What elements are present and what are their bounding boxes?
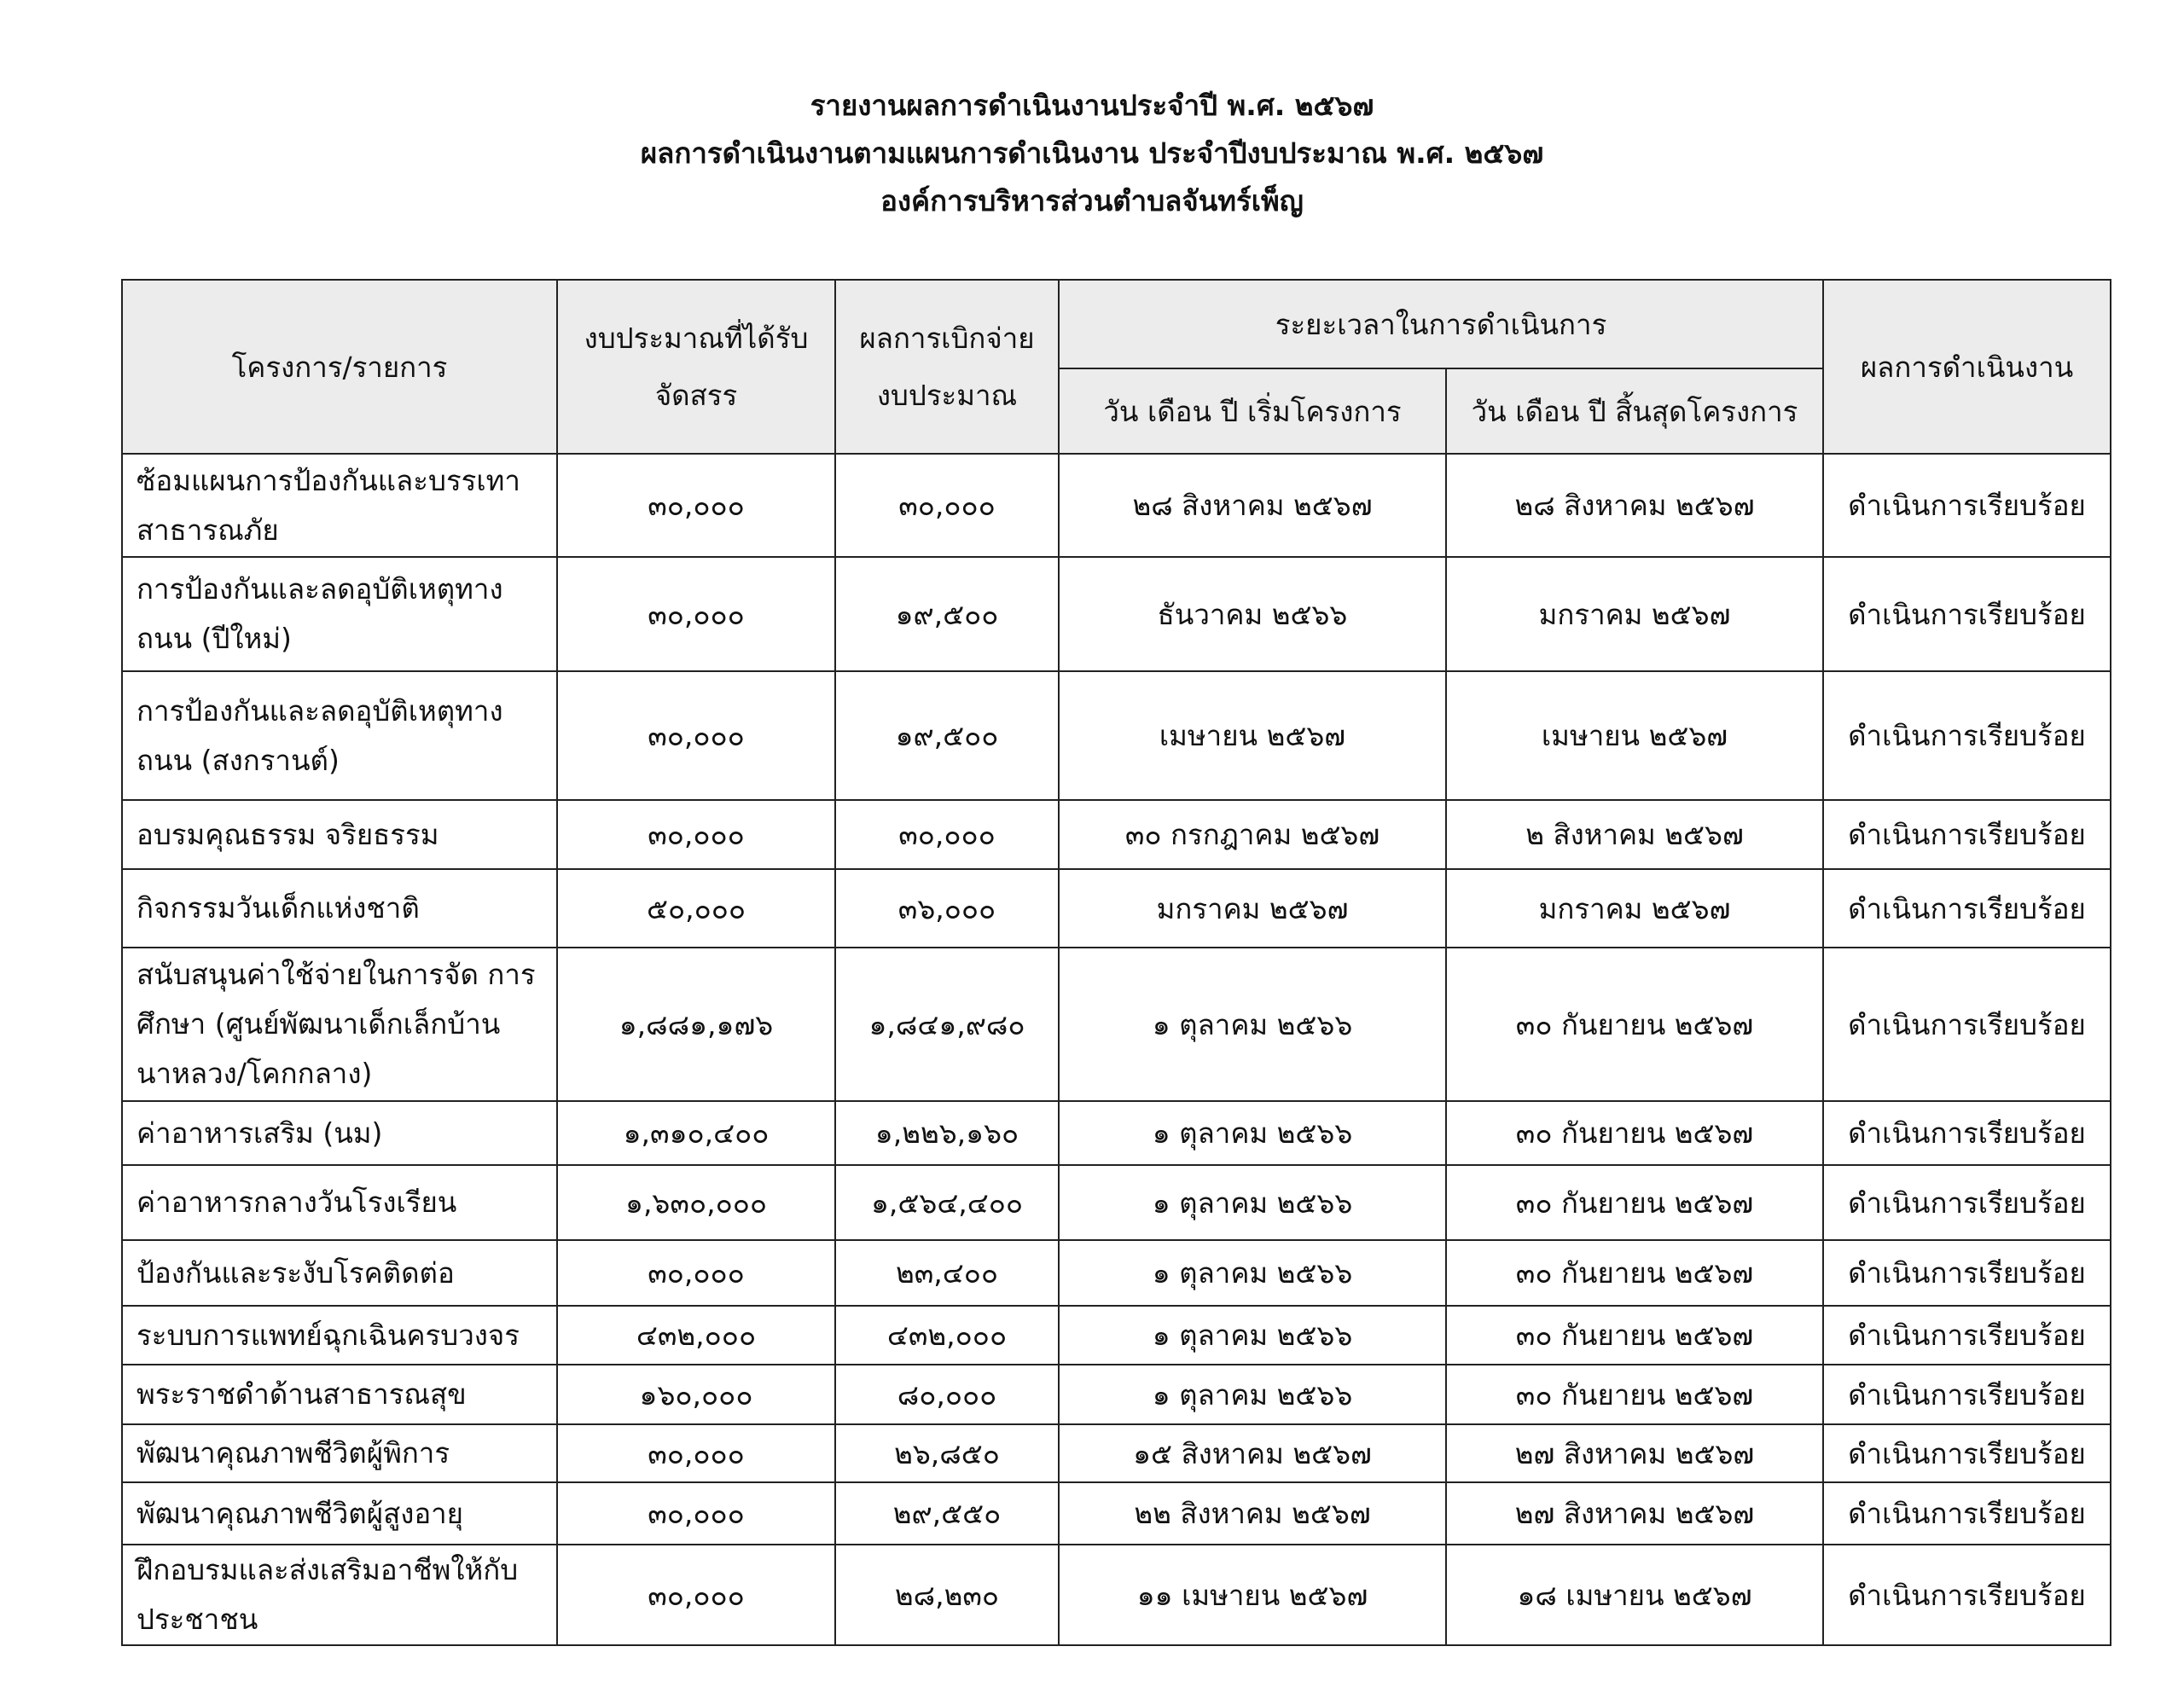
end-date-cell: เมษายน ๒๕๖๗: [1446, 671, 1823, 800]
start-date-cell: ธันวาคม ๒๕๖๖: [1059, 557, 1446, 671]
budget-cell: ๓๐,๐๐๐: [557, 1545, 835, 1645]
disbursed-cell: ๓๐,๐๐๐: [835, 454, 1059, 557]
result-cell: ดำเนินการเรียบร้อย: [1823, 1482, 2111, 1545]
table-row: [122, 1101, 2111, 1165]
end-date-cell: ๓๐ กันยายน ๒๕๖๗: [1446, 1240, 1823, 1306]
header-start: วัน เดือน ปี เริ่มโครงการ: [1059, 368, 1446, 454]
budget-cell: ๓๐,๐๐๐: [557, 800, 835, 869]
project-cell: พัฒนาคุณภาพชีวิตผู้สูงอายุ: [122, 1482, 557, 1545]
header-period: ระยะเวลาในการดำเนินการ: [1059, 280, 1823, 368]
disbursed-cell: ๑,๘๔๑,๙๘๐: [835, 948, 1059, 1101]
budget-cell: ๓๐,๐๐๐: [557, 671, 835, 800]
table-row: [122, 1482, 2111, 1545]
start-date-cell: ๑๑ เมษายน ๒๕๖๗: [1059, 1545, 1446, 1645]
project-cell: พัฒนาคุณภาพชีวิตผู้พิการ: [122, 1424, 557, 1482]
disbursed-cell: ๘๐,๐๐๐: [835, 1365, 1059, 1424]
disbursed-cell: ๑,๕๖๔,๔๐๐: [835, 1165, 1059, 1240]
table-row: [122, 1240, 2111, 1306]
end-date-cell: ๓๐ กันยายน ๒๕๖๗: [1446, 1306, 1823, 1365]
start-date-cell: ๑ ตุลาคม ๒๕๖๖: [1059, 1240, 1446, 1306]
table-row: [122, 1424, 2111, 1482]
result-cell: ดำเนินการเรียบร้อย: [1823, 454, 2111, 557]
header-end: วัน เดือน ปี สิ้นสุดโครงการ: [1446, 368, 1823, 454]
budget-cell: ๓๐,๐๐๐: [557, 454, 835, 557]
budget-cell: ๑,๖๓๐,๐๐๐: [557, 1165, 835, 1240]
project-cell: ซ้อมแผนการป้องกันและบรรเทา สาธารณภัย: [122, 454, 557, 557]
start-date-cell: ๑ ตุลาคม ๒๕๖๖: [1059, 948, 1446, 1101]
end-date-cell: ๒๘ สิงหาคม ๒๕๖๗: [1446, 454, 1823, 557]
result-cell: ดำเนินการเรียบร้อย: [1823, 1545, 2111, 1645]
report-title: รายงานผลการดำเนินงานประจำปี พ.ศ. ๒๕๖๗: [810, 89, 1374, 122]
table-row: [122, 1165, 2111, 1240]
disbursed-cell: ๓๖,๐๐๐: [835, 869, 1059, 948]
start-date-cell: ๑ ตุลาคม ๒๕๖๖: [1059, 1365, 1446, 1424]
end-date-cell: มกราคม ๒๕๖๗: [1446, 557, 1823, 671]
result-cell: ดำเนินการเรียบร้อย: [1823, 671, 2111, 800]
start-date-cell: ๓๐ กรกฎาคม ๒๕๖๗: [1059, 800, 1446, 869]
disbursed-cell: ๑๙,๕๐๐: [835, 557, 1059, 671]
start-date-cell: ๑ ตุลาคม ๒๕๖๖: [1059, 1306, 1446, 1365]
start-date-cell: ๑๕ สิงหาคม ๒๕๖๗: [1059, 1424, 1446, 1482]
header-disbursed-line2: งบประมาณ: [876, 379, 1018, 412]
result-cell: ดำเนินการเรียบร้อย: [1823, 1424, 2111, 1482]
end-date-cell: ๒ สิงหาคม ๒๕๖๗: [1446, 800, 1823, 869]
project-cell: อบรมคุณธรรม จริยธรรม: [122, 800, 557, 869]
project-cell: สนับสนุนค่าใช้จ่ายในการจัด การศึกษา (ศูนย์พัฒนาเด็กเล็กบ้าน นาหลวง/โคกกลาง): [122, 948, 557, 1101]
budget-cell: ๓๐,๐๐๐: [557, 1240, 835, 1306]
budget-cell: ๓๐,๐๐๐: [557, 1482, 835, 1545]
result-cell: ดำเนินการเรียบร้อย: [1823, 557, 2111, 671]
end-date-cell: ๓๐ กันยายน ๒๕๖๗: [1446, 948, 1823, 1101]
budget-cell: ๔๓๒,๐๐๐: [557, 1306, 835, 1365]
budget-cell: ๑๖๐,๐๐๐: [557, 1365, 835, 1424]
table-row: [122, 800, 2111, 869]
end-date-cell: ๒๗ สิงหาคม ๒๕๖๗: [1446, 1482, 1823, 1545]
disbursed-cell: ๔๓๒,๐๐๐: [835, 1306, 1059, 1365]
project-cell: การป้องกันและลดอุบัติเหตุทาง ถนน (ปีใหม่): [122, 557, 557, 671]
start-date-cell: มกราคม ๒๕๖๗: [1059, 869, 1446, 948]
budget-cell: ๕๐,๐๐๐: [557, 869, 835, 948]
header-budget: [557, 280, 835, 454]
result-cell: ดำเนินการเรียบร้อย: [1823, 1365, 2111, 1424]
header-disbursed-line1: ผลการเบิกจ่าย: [859, 322, 1035, 355]
disbursed-cell: ๑,๒๒๖,๑๖๐: [835, 1101, 1059, 1165]
budget-cell: ๑,๓๑๐,๔๐๐: [557, 1101, 835, 1165]
header-budget-line2: จัดสรร: [654, 379, 738, 412]
disbursed-cell: ๒๖,๘๕๐: [835, 1424, 1059, 1482]
project-cell: การป้องกันและลดอุบัติเหตุทาง ถนน (สงกรานต์): [122, 671, 557, 800]
table-row: [122, 1545, 2111, 1645]
project-cell: กิจกรรมวันเด็กแห่งชาติ: [122, 869, 557, 948]
project-cell: ฝึกอบรมและส่งเสริมอาชีพให้กับ ประชาชน: [122, 1545, 557, 1645]
table-row: [122, 454, 2111, 557]
end-date-cell: ๓๐ กันยายน ๒๕๖๗: [1446, 1365, 1823, 1424]
result-cell: ดำเนินการเรียบร้อย: [1823, 1165, 2111, 1240]
result-cell: ดำเนินการเรียบร้อย: [1823, 1240, 2111, 1306]
header-disbursed: [835, 280, 1059, 454]
table-row: [122, 1365, 2111, 1424]
project-cell: ค่าอาหารกลางวันโรงเรียน: [122, 1165, 557, 1240]
table-row: [122, 557, 2111, 671]
report-table: [121, 279, 2111, 1646]
result-cell: ดำเนินการเรียบร้อย: [1823, 800, 2111, 869]
report-titles: [0, 82, 2184, 225]
table-row: [122, 671, 2111, 800]
header-result: ผลการดำเนินงาน: [1823, 280, 2111, 454]
end-date-cell: ๒๗ สิงหาคม ๒๕๖๗: [1446, 1424, 1823, 1482]
organization-name: องค์การบริหารส่วนตำบลจันทร์เพ็ญ: [880, 184, 1304, 217]
start-date-cell: ๒๘ สิงหาคม ๒๕๖๗: [1059, 454, 1446, 557]
project-cell: ระบบการแพทย์ฉุกเฉินครบวงจร: [122, 1306, 557, 1365]
disbursed-cell: ๒๙,๕๕๐: [835, 1482, 1059, 1545]
disbursed-cell: ๑๙,๕๐๐: [835, 671, 1059, 800]
table-row: [122, 869, 2111, 948]
budget-cell: ๓๐,๐๐๐: [557, 557, 835, 671]
table-row: [122, 1306, 2111, 1365]
start-date-cell: ๒๒ สิงหาคม ๒๕๖๗: [1059, 1482, 1446, 1545]
end-date-cell: มกราคม ๒๕๖๗: [1446, 869, 1823, 948]
result-cell: ดำเนินการเรียบร้อย: [1823, 869, 2111, 948]
budget-cell: ๓๐,๐๐๐: [557, 1424, 835, 1482]
result-cell: ดำเนินการเรียบร้อย: [1823, 1101, 2111, 1165]
result-cell: ดำเนินการเรียบร้อย: [1823, 1306, 2111, 1365]
end-date-cell: ๓๐ กันยายน ๒๕๖๗: [1446, 1101, 1823, 1165]
end-date-cell: ๓๐ กันยายน ๒๕๖๗: [1446, 1165, 1823, 1240]
report-subtitle: ผลการดำเนินงานตามแผนการดำเนินงาน ประจำปีงบประมาณ พ.ศ. ๒๕๖๗: [640, 136, 1544, 170]
table-row: [122, 948, 2111, 1101]
disbursed-cell: ๒๓,๔๐๐: [835, 1240, 1059, 1306]
start-date-cell: ๑ ตุลาคม ๒๕๖๖: [1059, 1101, 1446, 1165]
project-cell: ค่าอาหารเสริม (นม): [122, 1101, 557, 1165]
result-cell: ดำเนินการเรียบร้อย: [1823, 948, 2111, 1101]
start-date-cell: เมษายน ๒๕๖๗: [1059, 671, 1446, 800]
disbursed-cell: ๓๐,๐๐๐: [835, 800, 1059, 869]
project-cell: พระราชดำด้านสาธารณสุข: [122, 1365, 557, 1424]
header-budget-line1: งบประมาณที่ได้รับ: [584, 322, 809, 355]
header-project: โครงการ/รายการ: [122, 280, 557, 454]
end-date-cell: ๑๘ เมษายน ๒๕๖๗: [1446, 1545, 1823, 1645]
project-cell: ป้องกันและระงับโรคติดต่อ: [122, 1240, 557, 1306]
disbursed-cell: ๒๘,๒๓๐: [835, 1545, 1059, 1645]
budget-cell: ๑,๘๘๑,๑๗๖: [557, 948, 835, 1101]
start-date-cell: ๑ ตุลาคม ๒๕๖๖: [1059, 1165, 1446, 1240]
